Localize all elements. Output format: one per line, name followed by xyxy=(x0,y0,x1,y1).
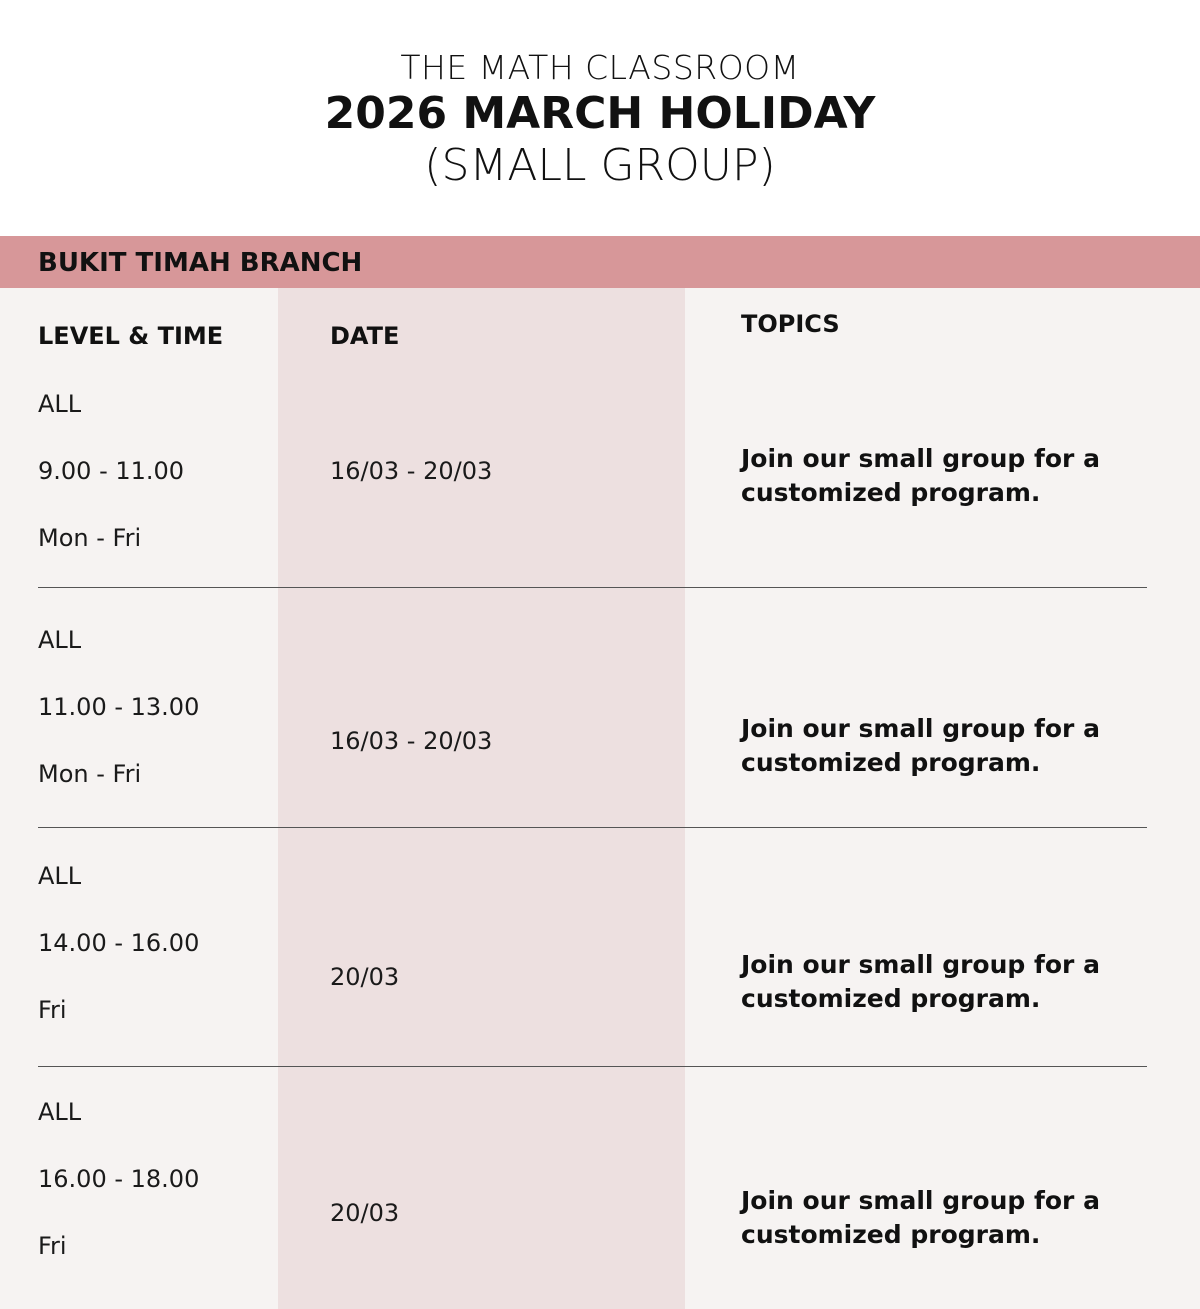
row-topic: Join our small group for a customized program. xyxy=(741,714,1100,777)
column-header-level-time: LEVEL & TIME xyxy=(38,322,224,350)
row-time: 16.00 - 18.00 xyxy=(38,1165,200,1193)
row-level: ALL xyxy=(38,1098,82,1126)
row-topic: Join our small group for a customized program. xyxy=(741,1186,1100,1249)
row-topic: Join our small group for a customized program. xyxy=(741,950,1100,1013)
row-time: 11.00 - 13.00 xyxy=(38,693,200,721)
row-divider xyxy=(38,1066,1147,1067)
row-days: Fri xyxy=(38,1232,67,1260)
row-days: Fri xyxy=(38,996,67,1024)
row-days: Mon - Fri xyxy=(38,760,142,788)
page-header xyxy=(0,0,1200,236)
branch-name: BUKIT TIMAH BRANCH xyxy=(38,248,363,278)
row-days: Mon - Fri xyxy=(38,524,142,552)
column-header-date: DATE xyxy=(330,322,400,350)
row-divider xyxy=(38,587,1147,588)
row-topic: Join our small group for a customized program. xyxy=(741,444,1100,507)
row-level: ALL xyxy=(38,862,82,890)
row-divider xyxy=(38,827,1147,828)
row-time: 9.00 - 11.00 xyxy=(38,457,185,485)
row-date: 20/03 xyxy=(330,963,400,991)
row-date: 16/03 - 20/03 xyxy=(330,727,493,755)
row-level: ALL xyxy=(38,626,82,654)
page-title: 2026 MARCH HOLIDAY xyxy=(324,88,876,139)
column-header-topics: TOPICS xyxy=(741,310,840,338)
row-time: 14.00 - 16.00 xyxy=(38,929,200,957)
row-level: ALL xyxy=(38,390,82,418)
date-column-background xyxy=(278,288,685,1309)
row-date: 16/03 - 20/03 xyxy=(330,457,493,485)
page-subtitle: (SMALL GROUP) xyxy=(424,140,776,191)
row-date: 20/03 xyxy=(330,1199,400,1227)
organization-name: THE MATH CLASSROOM xyxy=(400,48,800,87)
